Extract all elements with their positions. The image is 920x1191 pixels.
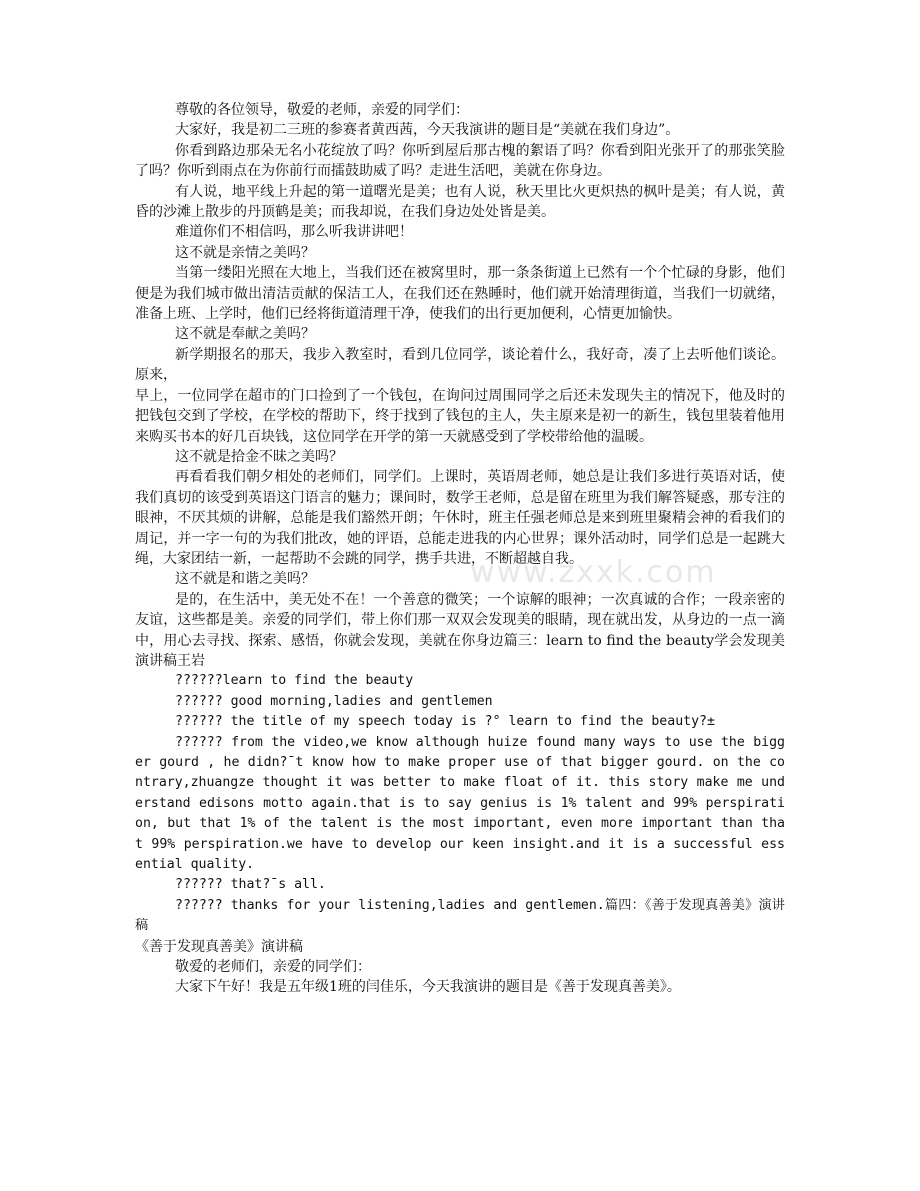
paragraph-english: ??????learn to find the beauty xyxy=(175,673,414,689)
paragraph: 大家下午好！我是五年级1班的闫佳乐，今天我演讲的题目是《善于发现真善美》。 xyxy=(175,979,681,996)
paragraph-english: ?????? the title of my speech today is ?° learn to find the beauty?± xyxy=(175,714,715,730)
salutation: 尊敬的各位领导，敬爱的老师，亲爱的同学们： xyxy=(175,102,469,118)
paragraph: 大家好，我是初二三班的参赛者黄西茜，今天我演讲的题目是“美就在我们身边”。 xyxy=(175,122,680,139)
paragraph: 这不就是奉献之美吗？ xyxy=(175,326,315,343)
salutation: 敬爱的老师们，亲爱的同学们： xyxy=(175,959,371,976)
document-body xyxy=(135,100,785,998)
paragraph: 这不就是拾金不昧之美吗？ xyxy=(175,448,343,465)
paragraph: 再看看我们朝夕相处的老师们，同学们。上课时，英语周老师，她总是让我们多进行英语对话，使我们真切的该受到英语这门语言的魅力；课间时，数学王老师，总是留在班里为我们解答疑惑，那专注的眼神，不厌其烦的讲解，总能是我们豁然开朗；午休时，班主任强老师总是来到班里聚精会神的看我们的周记，并一字一句的为我们批改，她的评语，总能走进我的内心世界；课外活动时，同学们总是一起跳大绳，大家团结一新，一起帮助不会跳的同学，携手共进，不断超越自我。 xyxy=(135,469,785,567)
watermark: www.zxxk.com xyxy=(470,555,717,590)
speech-title: 《善于发现真善美》演讲稿 xyxy=(135,938,303,955)
paragraph-english: ?????? good morning,ladies and gentlemen xyxy=(175,693,493,709)
paragraph: 你看到路边那朵无名小花绽放了吗？你听到屋后那古槐的絮语了吗？你看到阳光张开了的那张笑脸了吗？你听到雨点在为你前行而擂鼓助威了吗？走进生活吧，美就在你身边。 xyxy=(135,142,785,180)
paragraph: 有人说，地平线上升起的第一道曙光是美；也有人说，秋天里比火更炽热的枫叶是美；有人说，黄昏的沙滩上散步的丹顶鹤是美；而我却说，在我们身边处处皆是美。 xyxy=(135,183,785,221)
paragraph-english: ?????? that?¯s all. xyxy=(175,877,326,893)
paragraph: 新学期报名的那天，我步入教室时，看到几位同学，谈论着什么，我好奇，凑了上去听他们谈论。原来， xyxy=(135,346,785,384)
paragraph: 这不就是和谐之美吗？ xyxy=(175,571,315,588)
paragraph: 难道你们不相信吗，那么听我讲讲吧！ xyxy=(175,224,413,241)
paragraph-english: ?????? thanks for your listening,ladies and gentlemen.篇四：《善于发现真善美》演讲稿 xyxy=(135,897,785,934)
paragraph: 是的，在生活中，美无处不在！一个善意的微笑；一个谅解的眼神；一次真诚的合作；一段亲密的友谊，这些都是美。亲爱的同学们，带上你们那一双双会发现美的眼睛，现在就出发，从身边的一点一滴中，用心去寻找、探索、感悟，你就会发现，美就在你身边篇三：learn to find the beauty学会发现美演讲稿王岩 xyxy=(135,591,785,669)
paragraph: 这不就是亲情之美吗？ xyxy=(175,244,315,261)
paragraph: 当第一缕阳光照在大地上，当我们还在被窝里时，那一条条街道上已然有一个个忙碌的身影，他们便是为我们城市做出清洁贡献的保洁工人，在我们还在熟睡时，他们就开始清理街道，当我们一切就绪，准备上班、上学时，他们已经将街道清理干净，使我们的出行更加便利，心情更加愉快。 xyxy=(135,265,785,323)
paragraph-english: ?????? from the video,we know although huize found many ways to use the bigger gourd , he didn?¯t know how to make proper use of that bigger gourd. on the contrary,zhuangze thought it was better to make float of it. this story make me understand edisons motto again.that is to say genius is 1% talent and 99% perspiration, but that 1% of the talent is the most important, even more important than that 99% perspiration.we have to develop our keen insight.and it is a successful essential quality. xyxy=(135,734,785,873)
paragraph: 早上，一位同学在超市的门口捡到了一个钱包，在询问过周围同学之后还未发现失主的情况下，他及时的把钱包交到了学校，在学校的帮助下，终于找到了钱包的主人，失主原来是初一的新生，钱包里装着他用来购买书本的好几百块钱，这位同学在开学的第一天就感受到了学校带给他的温暖。 xyxy=(135,387,785,445)
